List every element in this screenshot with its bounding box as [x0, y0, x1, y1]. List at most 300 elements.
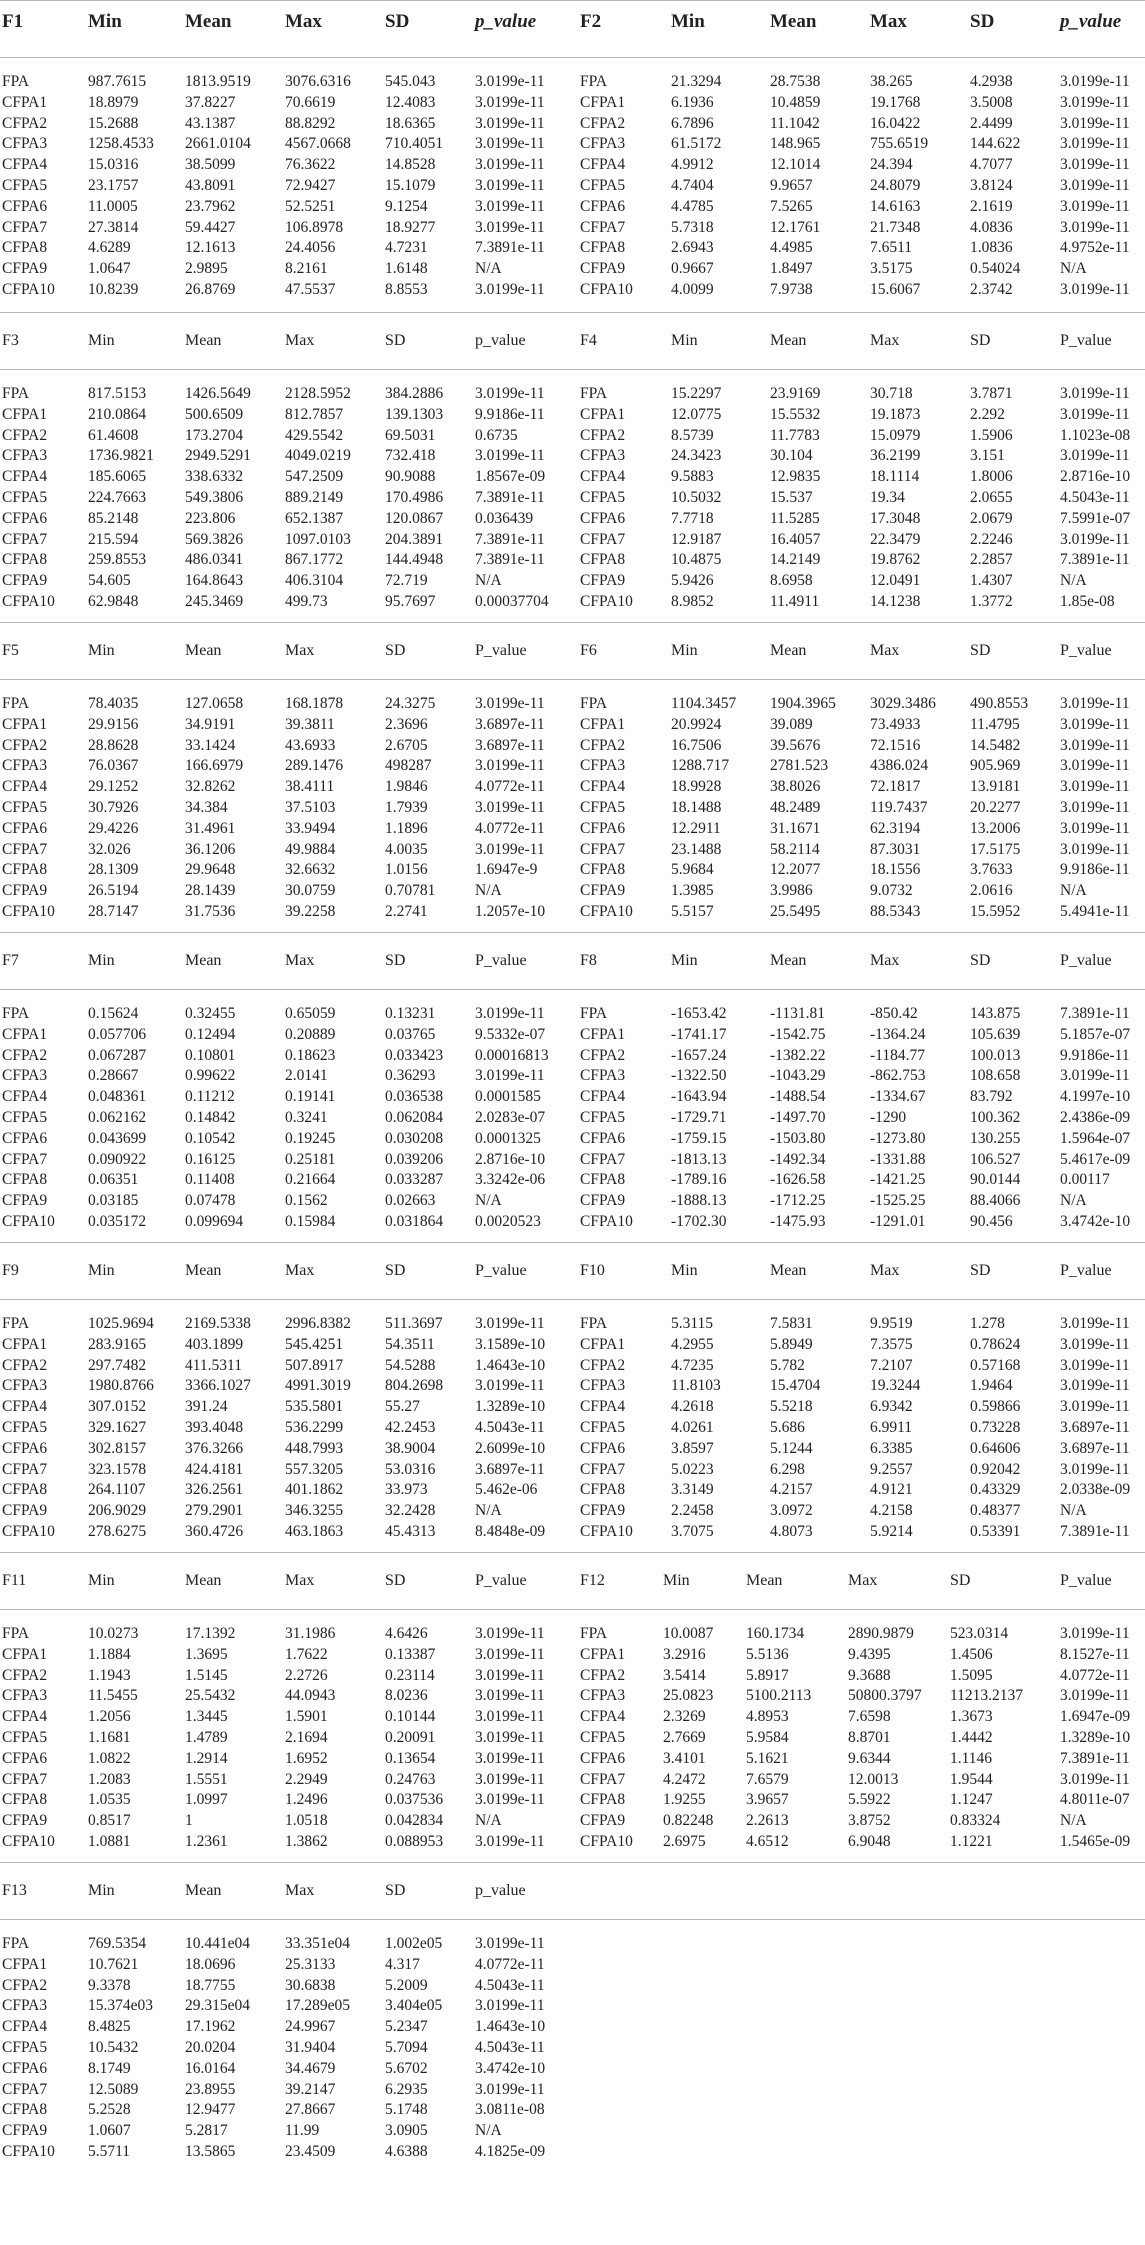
table-cell: 7.6598: [848, 1708, 891, 1726]
table-cell: 3.0199e-11: [475, 114, 545, 132]
table-cell: 1.9255: [663, 1791, 706, 1809]
column-header: Min: [88, 11, 122, 32]
table-cell: 24.4056: [285, 239, 336, 257]
table-cell: 12.2911: [671, 819, 721, 837]
table-cell: 3.1589e-10: [475, 1335, 546, 1353]
table-cell: 329.1627: [88, 1419, 147, 1436]
column-header: SD: [385, 952, 406, 969]
column-header: Mean: [770, 11, 817, 32]
table-cell: 3.0199e-11: [475, 135, 545, 153]
algorithm-name: CFPA4: [2, 156, 48, 174]
table-cell: 2.3742: [970, 281, 1013, 298]
algorithm-name: CFPA8: [2, 1481, 48, 1499]
table-cell: 4.0261: [671, 1419, 714, 1436]
table-cell: 376.3266: [185, 1439, 244, 1457]
algorithm-name: CFPA3: [2, 135, 48, 153]
table-cell: 3.0199e-11: [1060, 1398, 1130, 1416]
table-cell: 30.104: [770, 447, 813, 465]
function-name: F7: [2, 952, 19, 969]
table-cell: 7.3891e-11: [475, 489, 545, 506]
function-name: F4: [580, 332, 597, 349]
table-cell: -850.42: [870, 1005, 918, 1022]
table-cell: 3.0199e-11: [475, 197, 545, 215]
column-header: Max: [870, 1262, 900, 1279]
table-cell: 500.6509: [185, 405, 244, 423]
table-block-1: [0, 0, 1145, 311]
table-cell: 19.8762: [870, 551, 921, 569]
table-cell: 4.2938: [970, 73, 1013, 90]
table-cell: 4.0772e-11: [475, 778, 545, 796]
table-cell: 0.11408: [185, 1171, 235, 1189]
table-cell: 812.7857: [285, 405, 344, 423]
table-cell: 120.0867: [385, 509, 444, 527]
table-cell: 173.2704: [185, 426, 244, 444]
algorithm-name: FPA: [2, 1005, 30, 1022]
table-cell: 5.7318: [671, 218, 714, 236]
algorithm-name: FPA: [2, 73, 30, 90]
table-cell: 12.9187: [671, 530, 722, 548]
table-cell: 3.5008: [970, 93, 1013, 111]
table-cell: 148.965: [770, 135, 821, 153]
table-cell: 0.088953: [385, 1833, 444, 1850]
table-cell: 3.0199e-11: [1060, 840, 1130, 858]
table-cell: 1.0881: [88, 1833, 131, 1850]
algorithm-name: CFPA3: [580, 135, 626, 153]
table-cell: 8.4825: [88, 2018, 131, 2036]
table-cell: -1741.17: [671, 1025, 727, 1043]
algorithm-name: CFPA2: [580, 1046, 626, 1064]
table-cell: 14.6163: [870, 197, 921, 215]
table-cell: 2.6099e-10: [475, 1439, 546, 1457]
table-cell: 1.3673: [950, 1708, 993, 1726]
table-cell: 37.5103: [285, 799, 336, 816]
table-cell: 17.1392: [185, 1625, 236, 1642]
table-cell: 0.24763: [385, 1770, 436, 1788]
table-cell: 88.8292: [285, 114, 336, 132]
table-cell: 4.6388: [385, 2143, 428, 2160]
table-cell: 4.8073: [770, 1523, 813, 1540]
algorithm-name: CFPA2: [2, 1046, 48, 1064]
table-cell: 4.6426: [385, 1625, 428, 1642]
table-cell: 29.1252: [88, 778, 139, 796]
function-name: F11: [2, 1572, 27, 1589]
table-cell: -1888.13: [671, 1192, 727, 1210]
table-cell: 710.4051: [385, 135, 444, 153]
table-cell: 3.9986: [770, 882, 813, 900]
table-cell: 17.5175: [970, 840, 1021, 858]
table-cell: 3.0199e-11: [475, 1315, 545, 1332]
table-cell: 1288.717: [671, 757, 730, 775]
table-cell: 16.4057: [770, 530, 821, 548]
table-cell: 9.1254: [385, 197, 428, 215]
header-row: [0, 933, 1145, 990]
table-cell: 3.0199e-11: [1060, 197, 1130, 215]
table-cell: 1.3445: [185, 1708, 228, 1726]
table-cell: 1426.5649: [185, 385, 251, 402]
table-cell: 1.0607: [88, 2122, 131, 2140]
table-cell: 3029.3486: [870, 695, 936, 712]
table-cell: 0.00037704: [475, 593, 549, 610]
table-cell: 2.2857: [970, 551, 1013, 569]
algorithm-name: CFPA4: [580, 778, 626, 796]
table-cell: 393.4048: [185, 1419, 244, 1436]
table-cell: -1334.67: [870, 1088, 926, 1106]
table-cell: 10.0273: [88, 1625, 139, 1642]
column-header: P_value: [1060, 952, 1112, 969]
algorithm-name: CFPA6: [580, 1129, 626, 1147]
table-cell: 8.0236: [385, 1687, 428, 1705]
table-cell: 30.6838: [285, 1976, 336, 1994]
table-cell: 0.035172: [88, 1213, 147, 1230]
table-cell: 804.2698: [385, 1377, 444, 1395]
table-cell: 119.7437: [870, 799, 928, 816]
table-cell: 5.1621: [746, 1749, 789, 1767]
table-cell: 4.1997e-10: [1060, 1088, 1131, 1106]
table-cell: 507.8917: [285, 1356, 344, 1374]
table-cell: 19.1768: [870, 93, 921, 111]
table-cell: 3.0199e-11: [475, 177, 545, 194]
column-header: Min: [88, 642, 115, 659]
table-cell: 10.5032: [671, 489, 722, 506]
algorithm-name: FPA: [580, 73, 608, 90]
table-cell: 2661.0104: [185, 135, 251, 153]
table-cell: 8.1749: [88, 2059, 131, 2077]
table-cell: 43.1387: [185, 114, 236, 132]
table-cell: 61.5172: [671, 135, 722, 153]
table-cell: 0.07478: [185, 1192, 236, 1210]
table-cell: 90.456: [970, 1213, 1013, 1230]
column-header: Min: [671, 1262, 698, 1279]
table-cell: 32.6632: [285, 861, 336, 879]
table-cell: -1322.50: [671, 1067, 727, 1085]
table-cell: 5.462e-06: [475, 1481, 538, 1499]
table-cell: 1.5465e-09: [1060, 1833, 1131, 1850]
algorithm-name: CFPA7: [580, 840, 626, 858]
table-cell: 10.4859: [770, 93, 821, 111]
function-name: F13: [2, 1882, 27, 1899]
algorithm-name: CFPA6: [2, 819, 48, 837]
table-cell: 523.0314: [950, 1625, 1009, 1642]
table-cell: 384.2886: [385, 385, 444, 402]
algorithm-name: CFPA10: [580, 1523, 633, 1540]
table-cell: 2.8716e-10: [1060, 468, 1131, 486]
column-header: P_value: [1060, 642, 1112, 659]
table-cell: 769.5354: [88, 1935, 147, 1952]
table-cell: 85.2148: [88, 509, 139, 527]
table-cell: 72.1817: [870, 778, 921, 796]
table-cell: 3.6897e-11: [1060, 1439, 1130, 1457]
table-cell: 2.1619: [970, 197, 1013, 215]
table-cell: 3.0199e-11: [475, 1729, 545, 1746]
table-cell: 0.03765: [385, 1025, 436, 1043]
table-cell: -1497.70: [770, 1109, 826, 1126]
table-cell: 11.4911: [770, 593, 820, 610]
table-cell: 2.7669: [663, 1729, 706, 1746]
table-cell: 210.0864: [88, 405, 147, 423]
algorithm-name: CFPA1: [2, 1645, 48, 1663]
column-header: P_value: [475, 1572, 527, 1589]
table-cell: 166.6979: [185, 757, 244, 775]
table-cell: -1542.75: [770, 1025, 826, 1043]
table-cell: 10.5432: [88, 2039, 139, 2056]
table-cell: 5.7094: [385, 2039, 428, 2056]
algorithm-name: CFPA2: [2, 1666, 48, 1684]
table-cell: 4.2157: [770, 1481, 813, 1499]
table-cell: 2.1694: [285, 1729, 328, 1746]
table-cell: 13.2006: [970, 819, 1021, 837]
table-cell: 5.782: [770, 1356, 805, 1374]
algorithm-name: CFPA5: [2, 799, 48, 816]
function-name: F1: [2, 11, 24, 32]
table-cell: 30.7926: [88, 799, 139, 816]
table-cell: 1.2361: [185, 1833, 228, 1850]
table-cell: 3.0199e-11: [475, 281, 545, 298]
table-cell: 5.5218: [770, 1398, 813, 1416]
algorithm-name: CFPA9: [580, 572, 626, 590]
table-cell: 4.5043e-11: [1060, 489, 1130, 506]
table-cell: 511.3697: [385, 1315, 443, 1332]
algorithm-name: CFPA7: [2, 840, 48, 858]
table-cell: 3.0199e-11: [1060, 281, 1130, 298]
table-cell: 33.1424: [185, 736, 236, 754]
table-cell: 5.9584: [746, 1729, 789, 1746]
table-cell: 0.15624: [88, 1005, 139, 1022]
table-cell: 144.4948: [385, 551, 444, 569]
table-cell: -1331.88: [870, 1150, 926, 1168]
table-cell: 9.2557: [870, 1460, 913, 1478]
table-cell: 14.2149: [770, 551, 821, 569]
table-cell: 8.6958: [770, 572, 813, 590]
column-header: P_value: [1060, 1572, 1112, 1589]
algorithm-name: CFPA10: [580, 281, 633, 298]
table-cell: N/A: [1060, 882, 1087, 900]
table-cell: 3.5414: [663, 1666, 706, 1684]
algorithm-name: CFPA2: [2, 114, 48, 132]
table-cell: 9.9657: [770, 177, 813, 194]
algorithm-name: CFPA2: [580, 1356, 626, 1374]
table-cell: N/A: [475, 2122, 502, 2140]
table-cell: 5.8949: [770, 1335, 813, 1353]
table-cell: 143.875: [970, 1005, 1021, 1022]
table-cell: 3.6897e-11: [475, 715, 545, 733]
table-cell: 3.0199e-11: [1060, 799, 1130, 816]
table-cell: 0.12494: [185, 1025, 236, 1043]
table-cell: 3.0199e-11: [1060, 715, 1130, 733]
algorithm-name: CFPA3: [580, 1067, 626, 1085]
table-cell: 4.8011e-07: [1060, 1791, 1130, 1809]
table-cell: 3.0199e-11: [475, 1666, 545, 1684]
table-cell: 3.8124: [970, 177, 1013, 194]
table-cell: 6.9911: [870, 1419, 913, 1436]
algorithm-name: FPA: [2, 695, 30, 712]
table-cell: 0.15984: [285, 1213, 336, 1230]
table-cell: 2.2613: [746, 1812, 789, 1830]
table-cell: 15.0979: [870, 426, 921, 444]
header-row: [0, 623, 1145, 680]
algorithm-name: CFPA9: [2, 572, 48, 590]
column-header: Mean: [185, 952, 222, 969]
table-cell: 1.1896: [385, 819, 428, 837]
table-cell: 48.2489: [770, 799, 821, 816]
table-cell: 3.0905: [385, 2122, 428, 2140]
algorithm-name: CFPA8: [2, 1791, 48, 1809]
table-cell: -1364.24: [870, 1025, 926, 1043]
table-cell: 20.2277: [970, 799, 1021, 816]
table-cell: 8.2161: [285, 260, 328, 278]
table-cell: 0.0001325: [475, 1129, 541, 1147]
table-cell: 83.792: [970, 1088, 1013, 1106]
table-cell: 5.9426: [671, 572, 714, 590]
table-cell: 17.289e05: [285, 1997, 351, 2015]
column-header: Max: [870, 332, 900, 349]
table-cell: 69.5031: [385, 426, 436, 444]
table-cell: 76.3622: [285, 156, 336, 174]
table-cell: 486.0341: [185, 551, 244, 569]
algorithm-name: CFPA3: [580, 1687, 626, 1705]
column-header: Mean: [185, 642, 222, 659]
algorithm-name: FPA: [580, 1315, 608, 1332]
table-cell: 3.8597: [671, 1439, 714, 1457]
algorithm-name: CFPA4: [580, 1398, 626, 1416]
table-cell: 297.7482: [88, 1356, 147, 1374]
table-cell: 1904.3965: [770, 695, 836, 712]
table-cell: 3.0199e-11: [1060, 695, 1130, 712]
table-cell: 3.0199e-11: [1060, 405, 1130, 423]
algorithm-name: CFPA7: [2, 530, 48, 548]
table-cell: 463.1863: [285, 1523, 344, 1540]
table-cell: 0.062162: [88, 1109, 147, 1126]
table-cell: 0.048361: [88, 1088, 147, 1106]
table-cell: 24.3423: [671, 447, 722, 465]
algorithm-name: FPA: [2, 1315, 30, 1332]
table-cell: 0.06351: [88, 1171, 139, 1189]
table-cell: N/A: [1060, 260, 1087, 278]
table-cell: 50800.3797: [848, 1687, 922, 1705]
table-cell: 4.4985: [770, 239, 813, 257]
table-cell: 278.6275: [88, 1523, 147, 1540]
table-cell: -1382.22: [770, 1046, 826, 1064]
algorithm-name: CFPA10: [580, 903, 633, 920]
table-cell: 8.9852: [671, 593, 714, 610]
table-cell: 0.99622: [185, 1067, 236, 1085]
table-cell: 3.0199e-11: [475, 1645, 545, 1663]
table-cell: 0.10144: [385, 1708, 436, 1726]
table-cell: 13.5865: [185, 2143, 236, 2160]
algorithm-name: CFPA5: [580, 1419, 626, 1436]
table-cell: 168.1878: [285, 695, 344, 712]
column-header: Max: [285, 642, 315, 659]
table-cell: 3.0199e-11: [475, 1067, 545, 1085]
table-cell: 76.0367: [88, 757, 139, 775]
table-cell: 23.8955: [185, 2080, 236, 2098]
table-cell: 401.1862: [285, 1481, 344, 1499]
table-cell: 15.0316: [88, 156, 139, 174]
table-cell: 3.6897e-11: [1060, 1419, 1130, 1436]
table-cell: 5.686: [770, 1419, 805, 1436]
table-cell: 0.32455: [185, 1005, 236, 1022]
table-cell: N/A: [475, 260, 502, 278]
table-cell: 3.7075: [671, 1523, 714, 1540]
algorithm-name: CFPA4: [2, 2018, 48, 2036]
function-name: F12: [580, 1572, 605, 1589]
table-cell: 1.9846: [385, 778, 428, 796]
table-cell: 3.0199e-11: [475, 799, 545, 816]
table-cell: 42.2453: [385, 1419, 436, 1436]
table-cell: 24.9967: [285, 2018, 336, 2036]
table-cell: 3.0199e-11: [475, 218, 545, 236]
table-cell: 0.43329: [970, 1481, 1021, 1499]
table-cell: -1475.93: [770, 1213, 826, 1230]
algorithm-name: CFPA3: [580, 757, 626, 775]
table-cell: 2781.523: [770, 757, 829, 775]
table-cell: 25.0823: [663, 1687, 714, 1705]
table-cell: 3.0199e-11: [475, 156, 545, 174]
algorithm-name: CFPA10: [580, 1213, 633, 1230]
table-cell: 3.0199e-11: [1060, 73, 1130, 90]
table-cell: 3.4101: [663, 1749, 706, 1767]
table-cell: -1643.94: [671, 1088, 727, 1106]
table-cell: 5.2528: [88, 2101, 131, 2119]
table-cell: 9.9186e-11: [1060, 861, 1130, 879]
column-header: Mean: [770, 952, 807, 969]
table-cell: 4386.024: [870, 757, 929, 775]
table-cell: 3.0199e-11: [1060, 1770, 1130, 1788]
column-header: Min: [663, 1572, 690, 1589]
table-cell: 2.2246: [970, 530, 1013, 548]
table-cell: 90.0144: [970, 1171, 1021, 1189]
table-cell: 24.3275: [385, 695, 436, 712]
algorithm-name: FPA: [580, 695, 608, 712]
table-cell: 0.25181: [285, 1150, 336, 1168]
table-cell: 13.9181: [970, 778, 1021, 796]
table-cell: -1290: [870, 1109, 907, 1126]
table-cell: 307.0152: [88, 1398, 147, 1416]
table-cell: 889.2149: [285, 489, 344, 506]
table-cell: 1.3862: [285, 1833, 328, 1850]
table-cell: 0.83324: [950, 1812, 1001, 1830]
table-cell: 31.9404: [285, 2039, 336, 2056]
table-cell: 5.5922: [848, 1791, 891, 1809]
table-cell: 0.16125: [185, 1150, 236, 1168]
table-cell: 7.3891e-11: [475, 530, 545, 548]
table-cell: 34.384: [185, 799, 228, 816]
table-cell: 29.315e04: [185, 1997, 251, 2015]
table-cell: 2890.9879: [848, 1625, 914, 1642]
table-cell: 139.1303: [385, 405, 444, 423]
table-cell: 21.3294: [671, 73, 722, 90]
table-cell: 326.2561: [185, 1481, 244, 1499]
table-cell: 72.9427: [285, 177, 336, 194]
table-cell: 0.65059: [285, 1005, 336, 1022]
table-cell: 429.5542: [285, 426, 344, 444]
column-header: SD: [970, 642, 991, 659]
table-cell: 25.5432: [185, 1687, 236, 1705]
algorithm-name: CFPA4: [2, 1708, 48, 1726]
table-cell: 1.0647: [88, 260, 131, 278]
table-cell: 652.1387: [285, 509, 344, 527]
algorithm-name: CFPA9: [580, 1502, 626, 1520]
table-cell: 2.6943: [671, 239, 714, 257]
table-cell: 39.3811: [285, 715, 335, 733]
table-cell: 45.4313: [385, 1523, 436, 1540]
algorithm-name: CFPA7: [580, 1770, 626, 1788]
table-cell: -1488.54: [770, 1088, 826, 1106]
table-cell: 3.4742e-10: [475, 2059, 546, 2077]
table-cell: 7.3891e-11: [475, 239, 545, 257]
table-cell: 3.0199e-11: [475, 1770, 545, 1788]
algorithm-name: CFPA8: [2, 239, 48, 257]
table-cell: 1.2083: [88, 1770, 131, 1788]
